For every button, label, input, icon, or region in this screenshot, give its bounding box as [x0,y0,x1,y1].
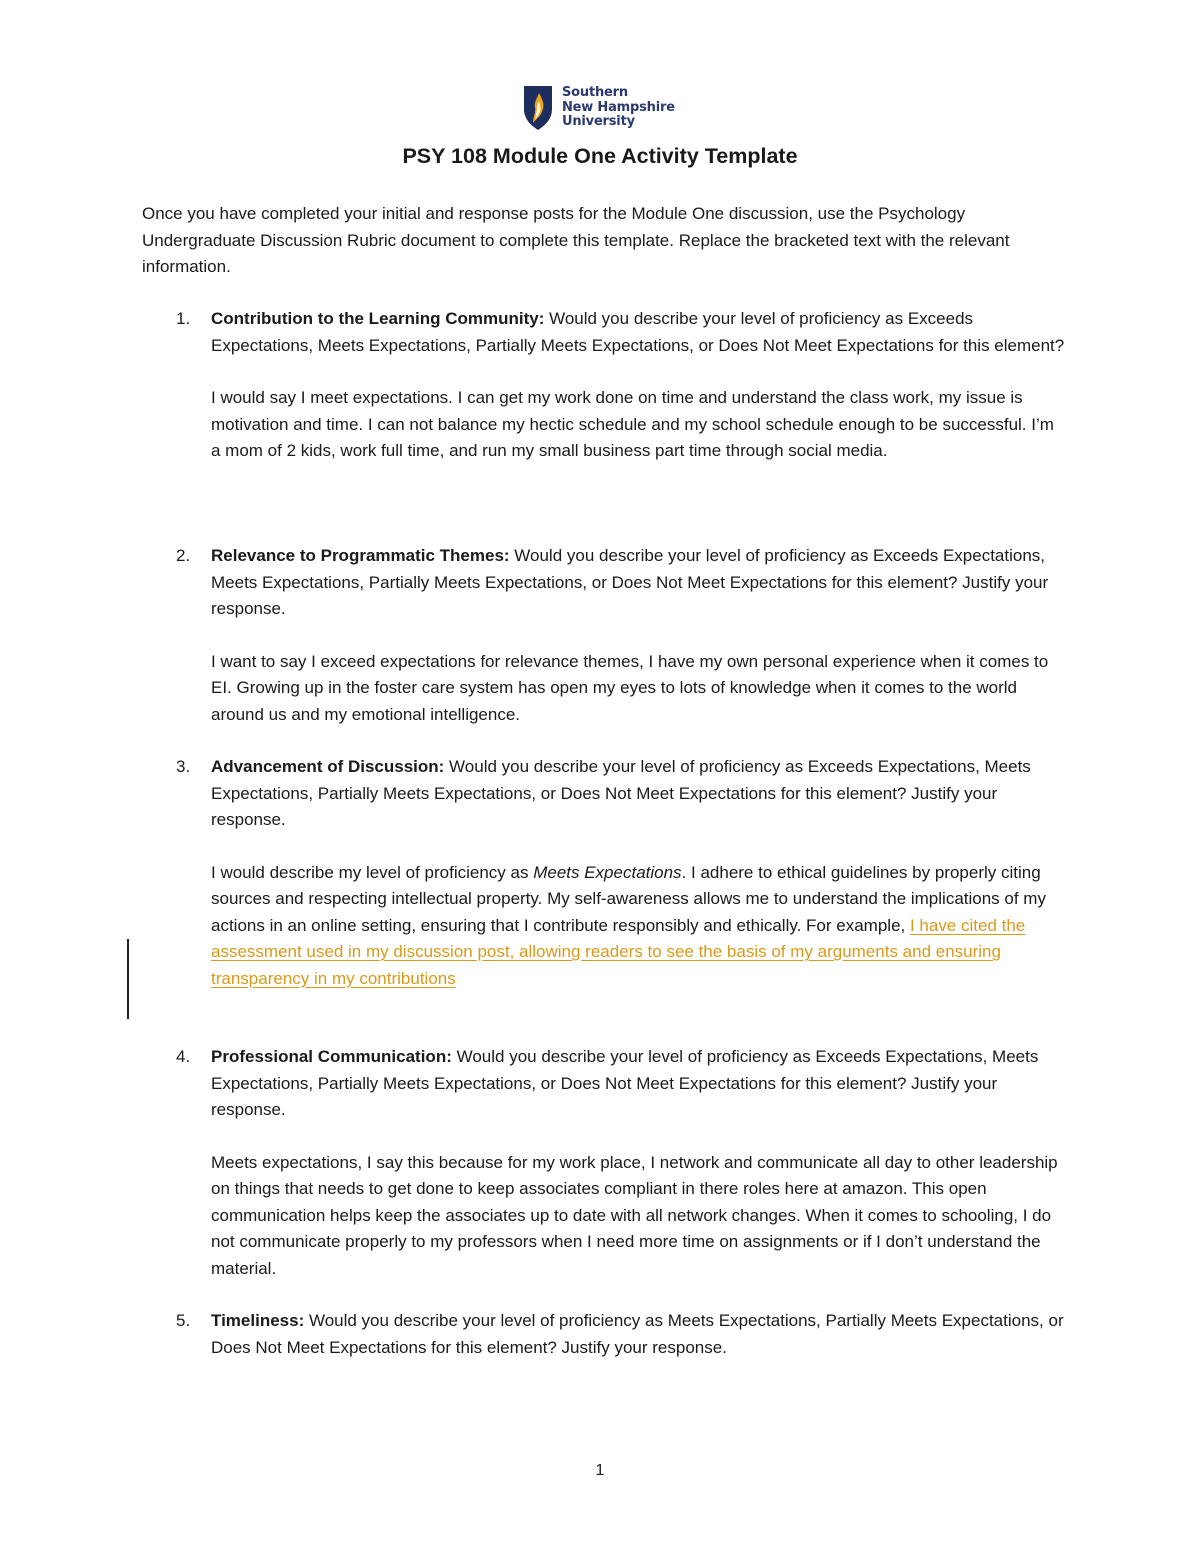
item-question [211,1308,1066,1361]
logo-line-3: University [562,114,635,130]
item-number: 4. [176,1047,191,1066]
logo-line-2: New Hampshire [562,99,675,115]
item-answer: I want to say I exceed expectations for relevance themes, I have my own personal experience when it comes to EI. Growing up in the foster care system has open my eyes to lots of knowledge when it comes to the world around us and my emotional intelligence. [211,651,1049,724]
item-number: 3. [176,757,191,776]
item-answer: I would say I meet expectations. I can get my work done on time and understand the class work, my issue is motivation and time. I can not balance my hectic schedule and my school schedule enough to be successful. I’m a mom of 2 kids, work full time, and run my small business part time through social media. [211,388,1054,460]
item-question [211,306,1066,359]
item-question-text: Would you describe your level of proficiency as Exceeds Expectations, Meets Expectations, Partially Meets Expectations, or Does Not Meet Expectations for this element? Justify your response. [211,757,1031,829]
shield-flame-icon [523,85,553,131]
item-question [211,1044,1066,1124]
university-logo [523,84,675,132]
item-heading: Contribution to the Learning Community: [211,309,545,328]
item-answer: Meets expectations, I say this because for my work place, I network and communicate all day to other leadership on things that needs to get done to keep associates compliant in there roles here at amazon. This open communication helps keep the associates up to date with all network changes. When it comes to schooling, I do not communicate properly to my professors when I need more time on assignments or if I don’t understand the material. [211,1152,1058,1278]
tracked-change-text: I have cited the assessment used in my discussion post, allowing readers to see the basis of my arguments and ensuring transparency in my contributions [211,915,1026,988]
answer-text-mid: . I adhere to ethical guidelines by properly citing sources and respecting intellectual property. My self-awareness allows me to understand the implications of my actions in an online setting, ensuring that I contribute responsibly and ethically. For example, [211,862,1046,935]
answer-emphasis: Meets Expectations [533,862,682,882]
item-question-text: Would you describe your level of proficiency as Exceeds Expectations, Meets Expectations, Partially Meets Expectations, or Does Not Meet Expectations for this element? Justify your response. [211,1047,1039,1119]
item-heading: Advancement of Discussion: [211,757,445,776]
item-number: 5. [176,1311,191,1330]
item-question [211,543,1066,623]
item-answer [211,860,1066,993]
item-number: 2. [176,546,191,565]
intro-paragraph: Once you have completed your initial and response posts for the Module One discussion, use the Psychology Undergraduate Discussion Rubric document to complete this template. Replace the bracketed text with the relevant information. [142,204,1010,276]
logo-line-1: Southern [562,85,628,101]
item-heading: Professional Communication: [211,1047,452,1066]
page-number: 1 [595,1462,605,1479]
revision-change-bar [127,939,129,1019]
logo-wordmark [562,86,675,130]
item-question-text: Would you describe your level of proficiency as Meets Expectations, Partially Meets Expectations, or Does Not Meet Expectations for this element? Justify your response. [211,1311,1064,1357]
item-heading: Timeliness: [211,1311,305,1330]
document-title: PSY 108 Module One Activity Template [402,144,798,168]
item-question-text: Would you describe your level of proficiency as Exceeds Expectations, Meets Expectations, Partially Meets Expectations, or Does Not Meet Expectations for this element? [211,309,1065,355]
answer-text-pre: I would describe my level of proficiency as [211,862,534,882]
item-question [211,754,1066,834]
item-question-text: Would you describe your level of proficiency as Exceeds Expectations, Meets Expectations, Partially Meets Expectations, or Does Not Meet Expectations for this element? Justify your response. [211,546,1049,618]
item-heading: Relevance to Programmatic Themes: [211,546,510,565]
item-number: 1. [176,309,191,328]
